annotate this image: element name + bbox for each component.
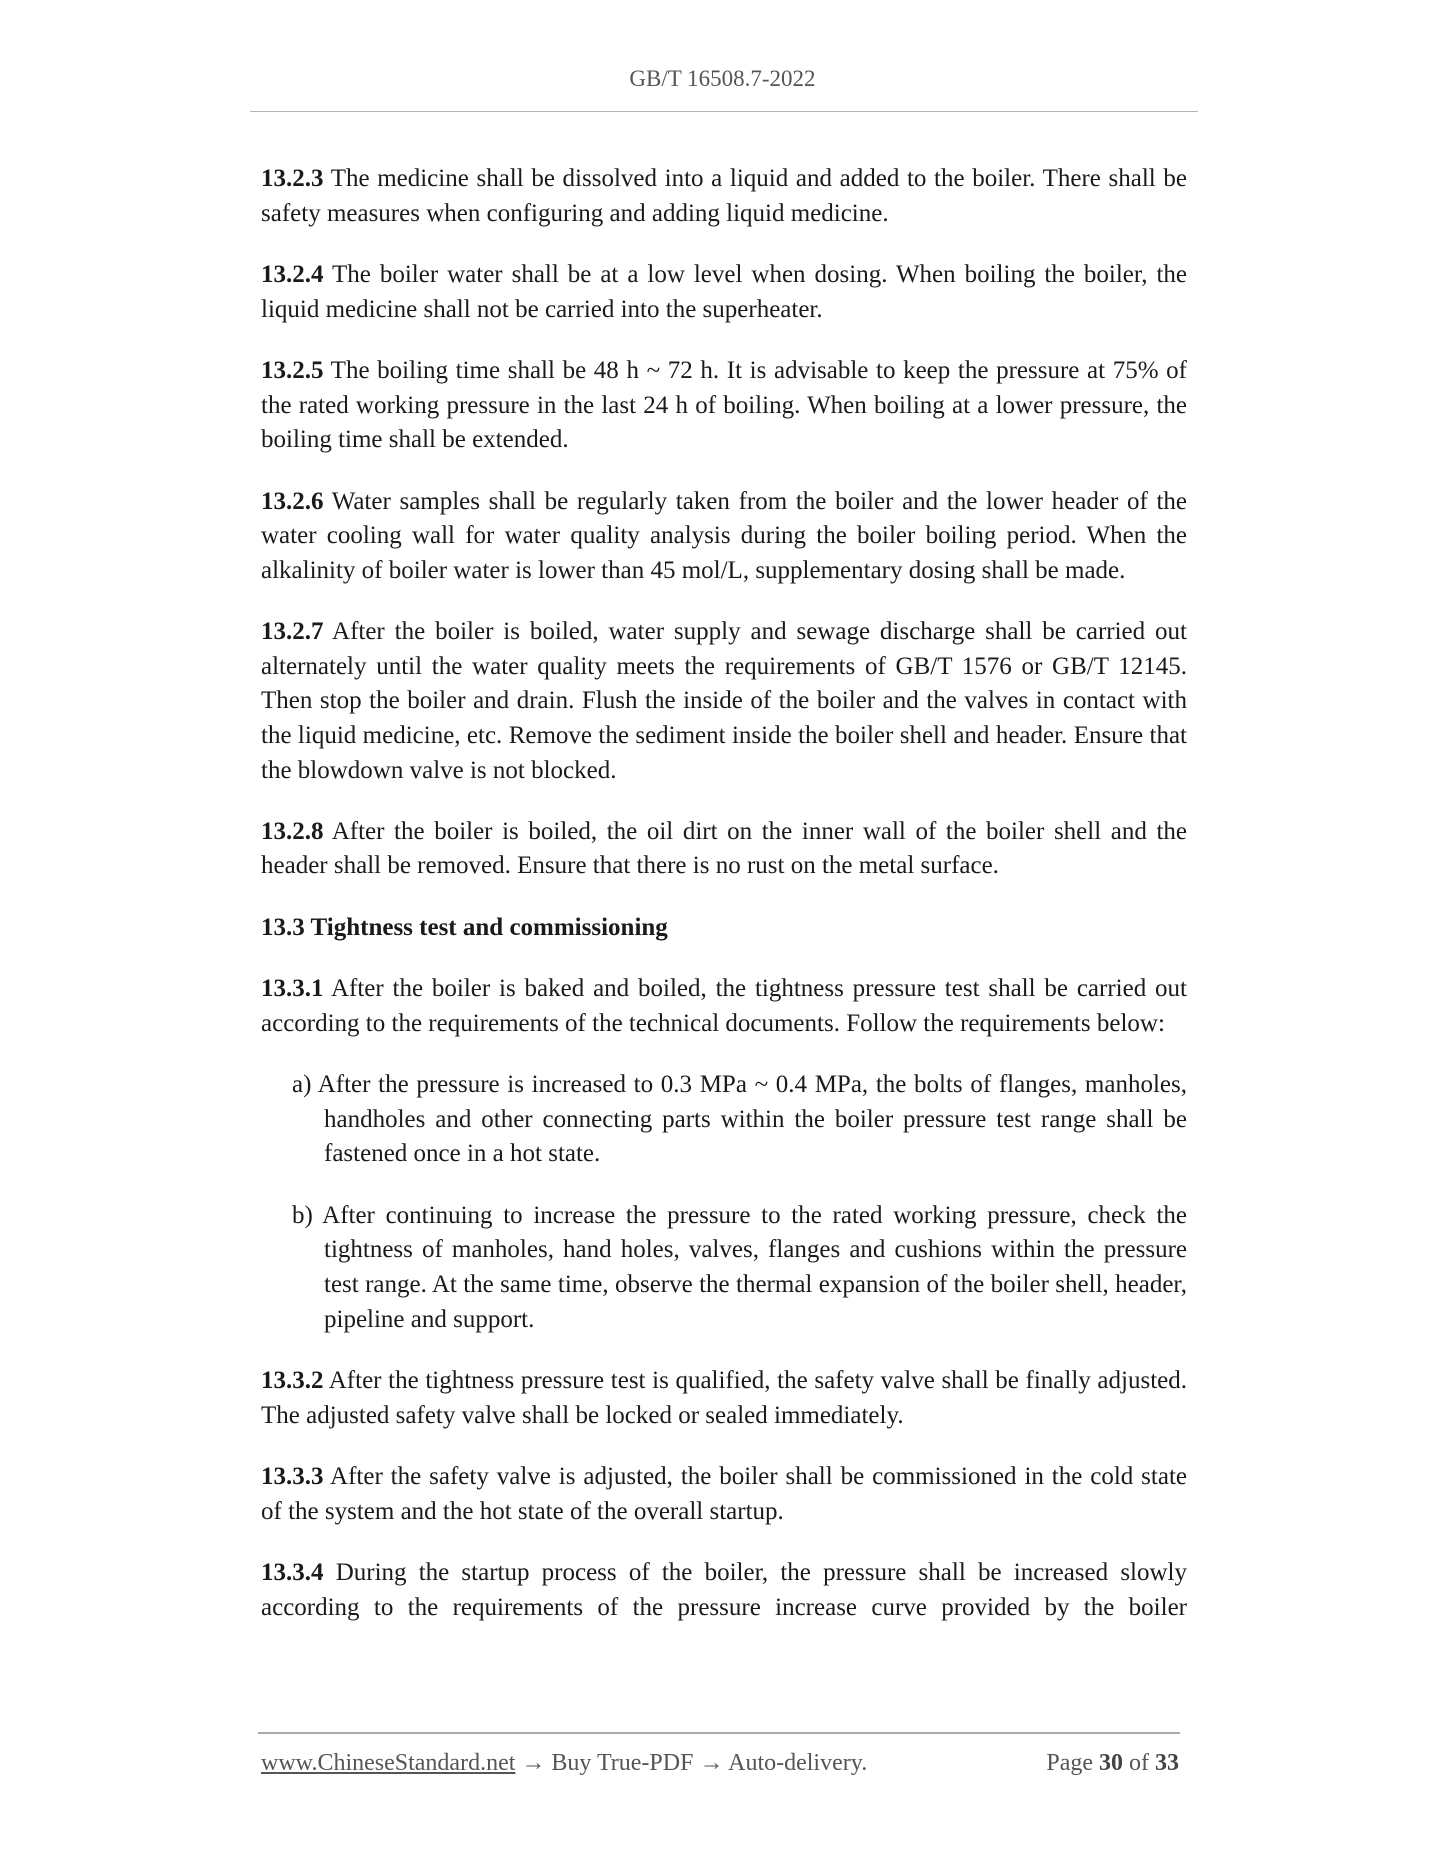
clause-text: After the safety valve is adjusted, the boiler shall be commissioned in the cold state of the system and the hot state of the overall startup. (261, 1462, 1187, 1525)
clause-13-2-4 (261, 258, 1187, 327)
clause-text: After the boiler is boiled, water supply and sewage discharge shall be carried out alternately until the water quality meets the requirements of GB/T 1576 or GB/T 12145. Then stop the boiler and drain. Flush the inside of the boiler and the valves in contact with the liquid medicine, etc. Remove the sediment inside the boiler shell and header. Ensure that the blowdown valve is not blocked. (261, 618, 1187, 784)
clause-number: 13.3.4 (261, 1558, 324, 1586)
clause-text: After the boiler is boiled, the oil dirt on the inner wall of the boiler shell and the header shall be removed. Ensure that there is no rust on the metal surface. (261, 817, 1187, 880)
page-total: 33 (1155, 1750, 1179, 1776)
clause-13-3-2 (261, 1364, 1187, 1433)
section-heading-13-3 (261, 911, 1187, 946)
footer-promo (261, 1750, 867, 1777)
clause-number: 13.3.2 (261, 1367, 324, 1394)
page-label: Page (1046, 1750, 1093, 1776)
page-indicator (1046, 1750, 1179, 1777)
clause-number: 13.2.5 (261, 356, 324, 384)
section-heading: 13.3 Tightness test and commissioning (261, 913, 668, 941)
clause-text: The boiling time shall be 48 h ~ 72 h. It is advisable to keep the pressure at 75% of the rated working pressure in the last 24 h of boiling. When boiling at a lower pressure, the boiling time shall be extended. (261, 356, 1187, 454)
clause-text: Water samples shall be regularly taken from the boiler and the lower header of the water cooling wall for water quality analysis during the boiler boiling period. When the alkalinity of boiler water is lower than 45 mol/L, supplementary dosing shall be made. (261, 487, 1187, 584)
clause-number: 13.2.6 (261, 487, 324, 515)
list-item-b: b) After continuing to increase the pressure to the rated working pressure, check the tightness of manholes, hand holes, valves, flanges and cushions within the pressure test range. At the same time, observe the thermal expansion of the boiler shell, header, pipeline and support. (292, 1201, 1187, 1333)
clause-text: The boiler water shall be at a low level when dosing. When boiling the boiler, the liquid medicine shall not be carried into the superheater. (261, 260, 1187, 323)
page-footer (261, 1750, 1179, 1777)
promo-text: → Buy True-PDF → Auto-delivery. (515, 1750, 868, 1776)
clause-13-2-5 (261, 354, 1187, 458)
clause-number: 13.2.4 (261, 260, 324, 288)
clause-13-3-1 (261, 972, 1187, 1041)
clause-number: 13.3.1 (261, 975, 324, 1003)
clause-text: The medicine shall be dissolved into a liquid and added to the boiler. There shall be safety measures when configuring and adding liquid medicine. (261, 165, 1187, 227)
document-header: GB/T 16508.7-2022 (629, 66, 816, 91)
page-number: 30 (1099, 1750, 1123, 1776)
clause-13-3-4 (261, 1556, 1187, 1625)
document-body (261, 162, 1187, 1625)
website-link[interactable]: www.ChineseStandard.net (261, 1750, 516, 1776)
clause-text: After the tightness pressure test is qualified, the safety valve shall be finally adjusted. The adjusted safety valve shall be locked or sealed immediately. (261, 1367, 1187, 1429)
clause-13-2-3 (261, 162, 1187, 231)
list-item-a: a) After the pressure is increased to 0.3 MPa ~ 0.4 MPa, the bolts of flanges, manholes, handholes and other connecting parts within the boiler pressure test range shall be fastened once in a hot state. (292, 1071, 1187, 1168)
clause-13-2-8 (261, 815, 1187, 884)
clause-13-2-6 (261, 485, 1187, 589)
footer-divider (258, 1732, 1180, 1734)
header-divider (250, 111, 1198, 112)
clause-13-3-3 (261, 1460, 1187, 1529)
clause-text: After the boiler is baked and boiled, the tightness pressure test shall be carried out according to the requirements of the technical documents. Follow the requirements below: (261, 975, 1187, 1037)
clause-number: 13.3.3 (261, 1462, 324, 1490)
clause-number: 13.2.3 (261, 165, 324, 192)
clause-text: During the startup process of the boiler, the pressure shall be increased slowly according to the requirements of the pressure increase curve provided by the boiler (261, 1558, 1187, 1621)
clause-number: 13.2.7 (261, 618, 324, 646)
clause-number: 13.2.8 (261, 817, 324, 845)
clause-13-2-7 (261, 615, 1187, 788)
of-label: of (1129, 1750, 1149, 1776)
